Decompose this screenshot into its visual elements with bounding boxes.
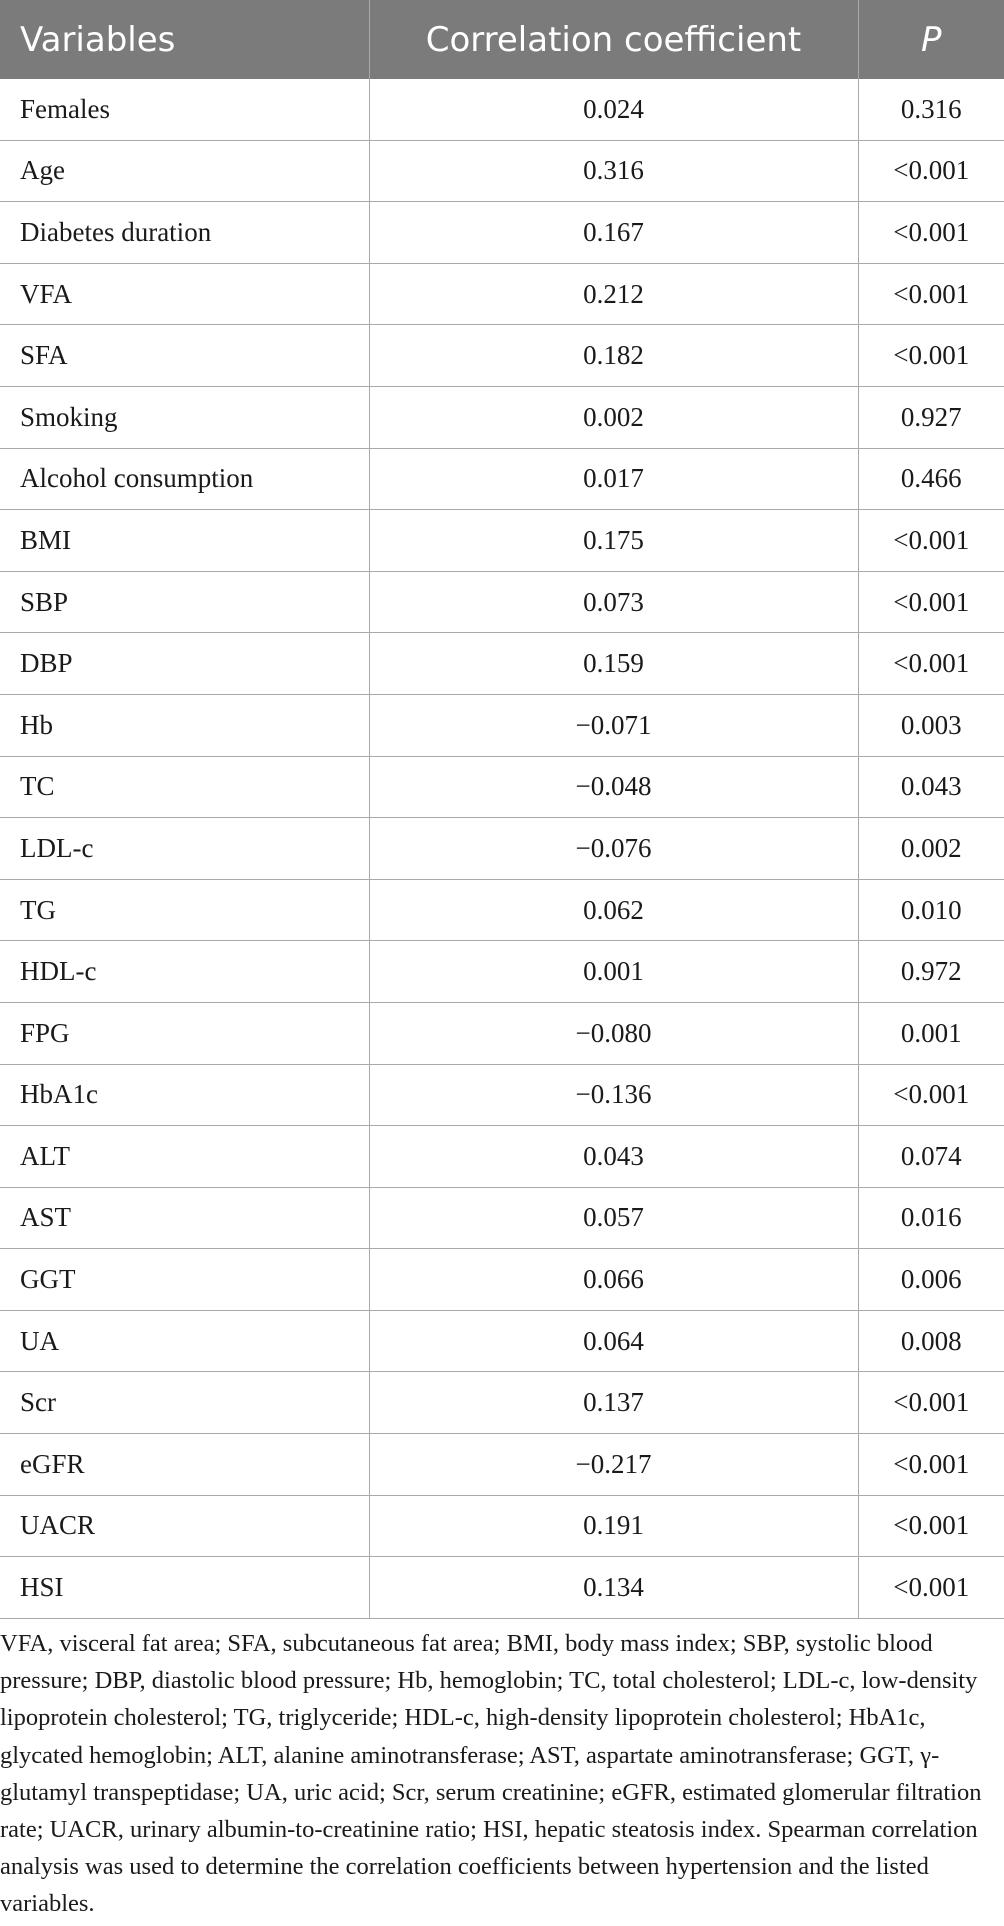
cell-correlation-coefficient: 0.001 (369, 941, 858, 1003)
header-variables: Variables (0, 0, 369, 79)
cell-p-value: 0.074 (858, 1126, 1004, 1188)
cell-p-value: 0.043 (858, 756, 1004, 818)
cell-p-value: 0.006 (858, 1249, 1004, 1311)
cell-variable: Smoking (0, 386, 369, 448)
table-row (0, 1495, 1004, 1557)
cell-p-value: <0.001 (858, 1372, 1004, 1434)
cell-correlation-coefficient: 0.191 (369, 1495, 858, 1557)
cell-correlation-coefficient: 0.159 (369, 633, 858, 695)
cell-correlation-coefficient: 0.316 (369, 140, 858, 202)
cell-correlation-coefficient: 0.182 (369, 325, 858, 387)
table-row (0, 1126, 1004, 1188)
cell-correlation-coefficient: −0.217 (369, 1434, 858, 1496)
cell-p-value: <0.001 (858, 202, 1004, 264)
cell-variable: SBP (0, 571, 369, 633)
cell-variable: TC (0, 756, 369, 818)
cell-variable: VFA (0, 263, 369, 325)
cell-variable: ALT (0, 1126, 369, 1188)
cell-p-value: <0.001 (858, 1064, 1004, 1126)
cell-correlation-coefficient: 0.167 (369, 202, 858, 264)
cell-correlation-coefficient: 0.064 (369, 1310, 858, 1372)
cell-variable: FPG (0, 1002, 369, 1064)
cell-variable: eGFR (0, 1434, 369, 1496)
cell-correlation-coefficient: 0.024 (369, 79, 858, 140)
cell-correlation-coefficient: 0.066 (369, 1249, 858, 1311)
table-row (0, 756, 1004, 818)
table-row (0, 1434, 1004, 1496)
cell-variable: Scr (0, 1372, 369, 1434)
cell-variable: Age (0, 140, 369, 202)
cell-p-value: <0.001 (858, 1557, 1004, 1619)
header-p-value: P (858, 0, 1004, 79)
table-footnote: VFA, visceral fat area; SFA, subcutaneous fat area; BMI, body mass index; SBP, systolic blood pressure; DBP, diastolic blood pressure; Hb, hemoglobin; TC, total cholesterol; LDL-c, low-density lipoprotein cholesterol; TG, triglyceride; HDL-c, high-density lipoprotein cholesterol; HbA1c, glycated hemoglobin; ALT, alanine aminotransferase; AST, aspartate aminotransferase; GGT, γ-glutamyl transpeptidase; UA, uric acid; Scr, serum creatinine; eGFR, estimated glomerular filtration rate; UACR, urinary albumin-to-creatinine ratio; HSI, hepatic steatosis index. Spearman correlation analysis was used to determine the correlation coefficients between hypertension and the listed variables. (0, 1630, 982, 1918)
cell-p-value: <0.001 (858, 510, 1004, 572)
cell-variable: Hb (0, 694, 369, 756)
table-row (0, 633, 1004, 695)
cell-correlation-coefficient: 0.212 (369, 263, 858, 325)
cell-variable: TG (0, 879, 369, 941)
cell-variable: LDL-c (0, 818, 369, 880)
cell-variable: BMI (0, 510, 369, 572)
table-row (0, 571, 1004, 633)
cell-p-value: 0.927 (858, 386, 1004, 448)
cell-variable: DBP (0, 633, 369, 695)
cell-p-value: 0.008 (858, 1310, 1004, 1372)
table-row (0, 325, 1004, 387)
table-row (0, 386, 1004, 448)
cell-variable: UACR (0, 1495, 369, 1557)
cell-correlation-coefficient: 0.057 (369, 1187, 858, 1249)
table-header (0, 0, 1004, 79)
cell-p-value: 0.001 (858, 1002, 1004, 1064)
table-row (0, 1064, 1004, 1126)
cell-variable: GGT (0, 1249, 369, 1311)
cell-p-value: 0.972 (858, 941, 1004, 1003)
header-row (0, 0, 1004, 79)
cell-p-value: <0.001 (858, 633, 1004, 695)
table-row (0, 818, 1004, 880)
cell-variable: HDL-c (0, 941, 369, 1003)
cell-correlation-coefficient: −0.076 (369, 818, 858, 880)
table-row (0, 1249, 1004, 1311)
table-row (0, 510, 1004, 572)
cell-correlation-coefficient: 0.043 (369, 1126, 858, 1188)
table-row (0, 202, 1004, 264)
cell-variable: Alcohol consumption (0, 448, 369, 510)
header-correlation-coefficient: Correlation coefficient (369, 0, 858, 79)
cell-p-value: <0.001 (858, 140, 1004, 202)
table-row (0, 941, 1004, 1003)
cell-p-value: <0.001 (858, 263, 1004, 325)
cell-variable: Females (0, 79, 369, 140)
table-row (0, 140, 1004, 202)
cell-variable: Diabetes duration (0, 202, 369, 264)
cell-p-value: <0.001 (858, 571, 1004, 633)
cell-correlation-coefficient: 0.137 (369, 1372, 858, 1434)
table-row (0, 1187, 1004, 1249)
cell-p-value: 0.003 (858, 694, 1004, 756)
table-row (0, 1372, 1004, 1434)
cell-correlation-coefficient: 0.134 (369, 1557, 858, 1619)
table-row (0, 694, 1004, 756)
cell-p-value: 0.002 (858, 818, 1004, 880)
table-row (0, 879, 1004, 941)
cell-correlation-coefficient: 0.017 (369, 448, 858, 510)
cell-p-value: 0.316 (858, 79, 1004, 140)
cell-p-value: <0.001 (858, 325, 1004, 387)
cell-variable: UA (0, 1310, 369, 1372)
table-body (0, 79, 1004, 1618)
table-row (0, 1002, 1004, 1064)
cell-p-value: <0.001 (858, 1495, 1004, 1557)
cell-correlation-coefficient: 0.002 (369, 386, 858, 448)
cell-variable: AST (0, 1187, 369, 1249)
cell-correlation-coefficient: 0.073 (369, 571, 858, 633)
cell-correlation-coefficient: 0.062 (369, 879, 858, 941)
cell-correlation-coefficient: −0.048 (369, 756, 858, 818)
cell-correlation-coefficient: 0.175 (369, 510, 858, 572)
table-row (0, 263, 1004, 325)
cell-variable: HbA1c (0, 1064, 369, 1126)
cell-variable: HSI (0, 1557, 369, 1619)
cell-p-value: 0.016 (858, 1187, 1004, 1249)
cell-correlation-coefficient: −0.071 (369, 694, 858, 756)
table-row (0, 79, 1004, 140)
table-row (0, 1310, 1004, 1372)
table-row (0, 1557, 1004, 1619)
table-row (0, 448, 1004, 510)
cell-correlation-coefficient: −0.136 (369, 1064, 858, 1126)
cell-correlation-coefficient: −0.080 (369, 1002, 858, 1064)
cell-p-value: 0.466 (858, 448, 1004, 510)
cell-p-value: <0.001 (858, 1434, 1004, 1496)
cell-p-value: 0.010 (858, 879, 1004, 941)
cell-variable: SFA (0, 325, 369, 387)
